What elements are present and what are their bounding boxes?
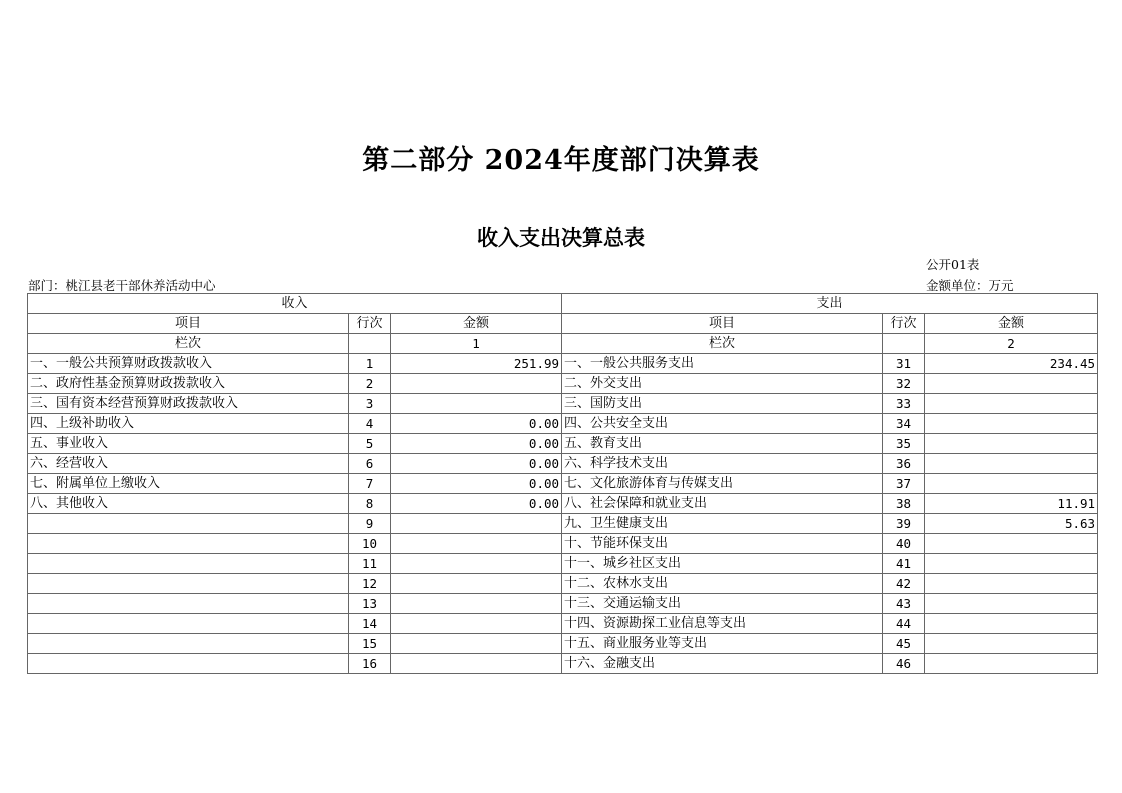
income-item-cell: 六、经营收入 — [28, 454, 349, 474]
income-line-cell: 5 — [349, 434, 391, 454]
column-header-row — [28, 314, 1098, 334]
expense-item-header: 项目 — [562, 314, 883, 334]
income-item-cell — [28, 514, 349, 534]
expense-column-number: 2 — [925, 334, 1098, 354]
expense-section-header: 支出 — [562, 294, 1098, 314]
income-item-cell: 二、政府性基金预算财政拨款收入 — [28, 374, 349, 394]
expense-amount-cell — [925, 574, 1098, 594]
expense-column-label: 栏次 — [562, 334, 883, 354]
expense-line-cell: 35 — [883, 434, 925, 454]
table-row — [28, 514, 1098, 534]
expense-item-cell: 十一、城乡社区支出 — [562, 554, 883, 574]
table-row — [28, 454, 1098, 474]
income-line-cell: 13 — [349, 594, 391, 614]
expense-item-cell: 四、公共安全支出 — [562, 414, 883, 434]
expense-item-cell: 五、教育支出 — [562, 434, 883, 454]
income-item-cell: 一、一般公共预算财政拨款收入 — [28, 354, 349, 374]
expense-line-cell: 44 — [883, 614, 925, 634]
expense-amount-cell — [925, 534, 1098, 554]
department-label: 部门：桃江县老干部休养活动中心 — [28, 278, 216, 293]
income-expense-table — [27, 293, 1098, 674]
expense-line-cell: 36 — [883, 454, 925, 474]
form-number: 公开01表 — [926, 257, 980, 272]
income-item-cell: 八、其他收入 — [28, 494, 349, 514]
expense-amount-cell — [925, 554, 1098, 574]
page-title: 第二部分 2024年度部门决算表 — [362, 145, 760, 176]
table-title: 收入支出决算总表 — [477, 225, 645, 250]
income-amount-cell: 0.00 — [391, 454, 562, 474]
expense-item-cell: 九、卫生健康支出 — [562, 514, 883, 534]
income-column-label: 栏次 — [28, 334, 349, 354]
income-item-cell: 四、上级补助收入 — [28, 414, 349, 434]
expense-line-cell: 46 — [883, 654, 925, 674]
income-amount-cell: 0.00 — [391, 474, 562, 494]
income-line-cell: 14 — [349, 614, 391, 634]
income-amount-header: 金额 — [391, 314, 562, 334]
expense-amount-cell — [925, 634, 1098, 654]
income-line-cell: 4 — [349, 414, 391, 434]
income-item-cell — [28, 534, 349, 554]
income-amount-cell — [391, 374, 562, 394]
income-item-cell: 五、事业收入 — [28, 434, 349, 454]
income-item-cell: 三、国有资本经营预算财政拨款收入 — [28, 394, 349, 414]
expense-item-cell: 十二、农林水支出 — [562, 574, 883, 594]
income-item-cell — [28, 654, 349, 674]
expense-amount-header: 金额 — [925, 314, 1098, 334]
expense-amount-cell — [925, 614, 1098, 634]
expense-item-cell: 一、一般公共服务支出 — [562, 354, 883, 374]
expense-item-cell: 十六、金融支出 — [562, 654, 883, 674]
expense-amount-cell — [925, 454, 1098, 474]
income-item-cell — [28, 614, 349, 634]
expense-line-cell: 32 — [883, 374, 925, 394]
expense-amount-cell — [925, 374, 1098, 394]
expense-item-cell: 十五、商业服务业等支出 — [562, 634, 883, 654]
table-row — [28, 634, 1098, 654]
expense-amount-cell: 11.91 — [925, 494, 1098, 514]
expense-amount-cell — [925, 414, 1098, 434]
table-row — [28, 434, 1098, 454]
expense-amount-cell: 234.45 — [925, 354, 1098, 374]
expense-amount-cell — [925, 434, 1098, 454]
income-amount-cell: 0.00 — [391, 434, 562, 454]
expense-line-cell: 34 — [883, 414, 925, 434]
income-amount-cell — [391, 614, 562, 634]
table-row — [28, 394, 1098, 414]
expense-amount-cell: 5.63 — [925, 514, 1098, 534]
income-line-cell: 8 — [349, 494, 391, 514]
income-item-header: 项目 — [28, 314, 349, 334]
column-number-row — [28, 334, 1098, 354]
income-line-cell: 3 — [349, 394, 391, 414]
table-row — [28, 554, 1098, 574]
income-amount-cell — [391, 654, 562, 674]
income-column-number: 1 — [391, 334, 562, 354]
income-section-header: 收入 — [28, 294, 562, 314]
amount-unit-label: 金额单位：万元 — [926, 278, 1014, 293]
expense-item-cell: 六、科学技术支出 — [562, 454, 883, 474]
income-amount-cell — [391, 594, 562, 614]
income-amount-cell — [391, 534, 562, 554]
income-amount-cell — [391, 634, 562, 654]
expense-item-cell: 三、国防支出 — [562, 394, 883, 414]
income-line-cell: 16 — [349, 654, 391, 674]
expense-amount-cell — [925, 394, 1098, 414]
expense-amount-cell — [925, 474, 1098, 494]
income-line-cell: 10 — [349, 534, 391, 554]
income-amount-cell — [391, 394, 562, 414]
income-item-cell — [28, 634, 349, 654]
income-line-cell: 9 — [349, 514, 391, 534]
expense-amount-cell — [925, 654, 1098, 674]
income-amount-cell — [391, 514, 562, 534]
expense-item-cell: 十、节能环保支出 — [562, 534, 883, 554]
income-amount-cell: 0.00 — [391, 494, 562, 514]
income-column-line-blank — [349, 334, 391, 354]
table-row — [28, 414, 1098, 434]
expense-item-cell: 八、社会保障和就业支出 — [562, 494, 883, 514]
income-amount-cell: 251.99 — [391, 354, 562, 374]
income-line-cell: 1 — [349, 354, 391, 374]
expense-item-cell: 十三、交通运输支出 — [562, 594, 883, 614]
income-item-cell: 七、附属单位上缴收入 — [28, 474, 349, 494]
expense-line-cell: 42 — [883, 574, 925, 594]
section-header-row — [28, 294, 1098, 314]
expense-line-cell: 38 — [883, 494, 925, 514]
income-amount-cell: 0.00 — [391, 414, 562, 434]
income-line-header: 行次 — [349, 314, 391, 334]
income-amount-cell — [391, 554, 562, 574]
table-row — [28, 594, 1098, 614]
table-row — [28, 654, 1098, 674]
expense-item-cell: 十四、资源勘探工业信息等支出 — [562, 614, 883, 634]
income-line-cell: 15 — [349, 634, 391, 654]
table-row — [28, 534, 1098, 554]
table-row — [28, 574, 1098, 594]
income-item-cell — [28, 594, 349, 614]
income-item-cell — [28, 554, 349, 574]
income-line-cell: 12 — [349, 574, 391, 594]
expense-line-cell: 43 — [883, 594, 925, 614]
table-row — [28, 374, 1098, 394]
table-row — [28, 354, 1098, 374]
expense-line-cell: 45 — [883, 634, 925, 654]
table-row — [28, 614, 1098, 634]
expense-column-line-blank — [883, 334, 925, 354]
expense-line-cell: 41 — [883, 554, 925, 574]
income-line-cell: 2 — [349, 374, 391, 394]
income-line-cell: 6 — [349, 454, 391, 474]
income-line-cell: 11 — [349, 554, 391, 574]
income-item-cell — [28, 574, 349, 594]
expense-line-header: 行次 — [883, 314, 925, 334]
expense-line-cell: 39 — [883, 514, 925, 534]
expense-item-cell: 七、文化旅游体育与传媒支出 — [562, 474, 883, 494]
income-line-cell: 7 — [349, 474, 391, 494]
table-row — [28, 494, 1098, 514]
expense-line-cell: 40 — [883, 534, 925, 554]
table-row — [28, 474, 1098, 494]
expense-line-cell: 37 — [883, 474, 925, 494]
expense-amount-cell — [925, 594, 1098, 614]
income-amount-cell — [391, 574, 562, 594]
expense-line-cell: 33 — [883, 394, 925, 414]
expense-item-cell: 二、外交支出 — [562, 374, 883, 394]
expense-line-cell: 31 — [883, 354, 925, 374]
